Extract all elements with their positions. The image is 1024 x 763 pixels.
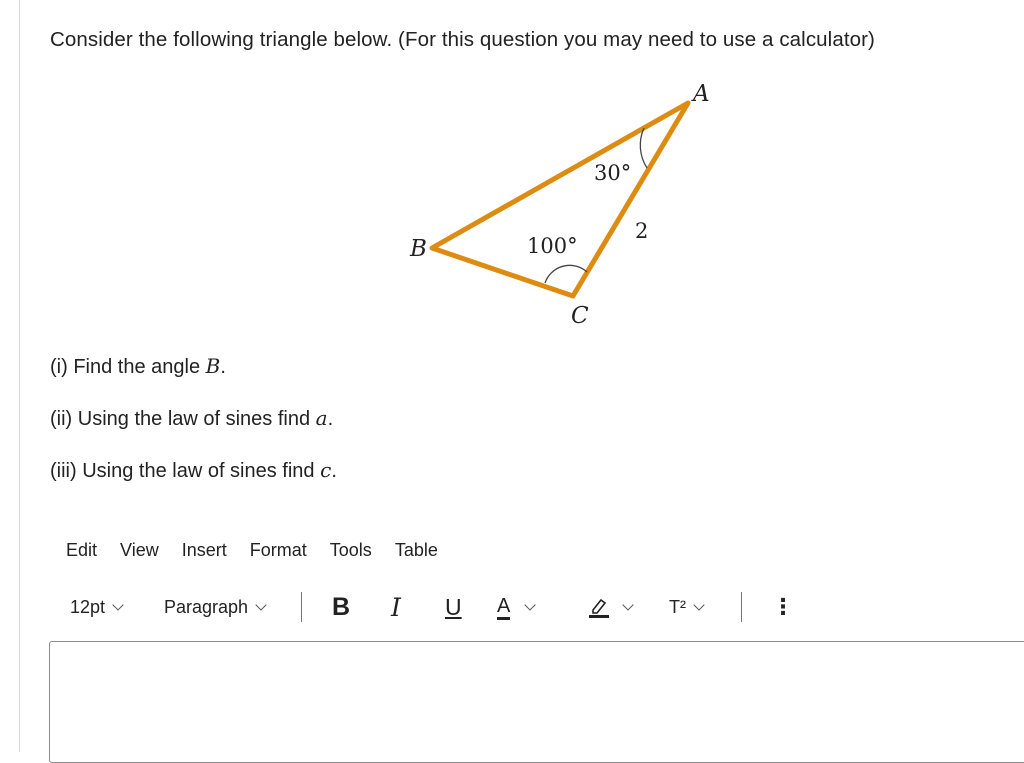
text-color-icon: [497, 595, 510, 620]
part-text: (ii) Using the law of sines find: [50, 408, 316, 430]
vertex-a-label: A: [693, 81, 710, 107]
editor-toolbar: [70, 590, 810, 624]
more-button[interactable]: [772, 590, 794, 624]
highlight-pen-icon: [588, 595, 610, 619]
chevron-down-icon: [255, 599, 266, 610]
editor-menubar: [66, 540, 461, 561]
menu-table[interactable]: Table: [394, 540, 438, 560]
chevron-down-icon: [112, 599, 123, 610]
chevron-down-icon: [693, 599, 704, 610]
part-suffix: .: [220, 356, 226, 378]
block-format-select[interactable]: [164, 590, 265, 624]
menu-insert[interactable]: Insert: [181, 540, 227, 560]
italic-button[interactable]: [391, 590, 401, 624]
chevron-down-icon: [525, 599, 536, 610]
part-variable: c: [320, 458, 332, 482]
superscript-label: T²: [669, 596, 686, 617]
angle-a-arc: [640, 128, 647, 168]
underline-button[interactable]: [445, 590, 462, 624]
toolbar-divider: [741, 592, 742, 622]
menu-view[interactable]: View: [120, 540, 159, 560]
editor-content[interactable]: [50, 642, 1024, 752]
vertex-c-label: C: [571, 303, 589, 329]
part-suffix: .: [331, 460, 337, 482]
menu-edit[interactable]: Edit: [66, 540, 98, 560]
italic-label: I: [391, 592, 401, 622]
part-iii: [50, 458, 337, 483]
part-text: (iii) Using the law of sines find: [50, 460, 321, 482]
font-size-value: 12pt: [70, 596, 106, 617]
menu-format[interactable]: Format: [249, 540, 307, 560]
underline-label: U: [445, 593, 462, 620]
part-variable: a: [315, 406, 328, 430]
text-color-letter: A: [497, 594, 511, 617]
triangle-figure: [380, 72, 730, 332]
part-text: (i) Find the angle: [50, 356, 206, 378]
angle-c-label: 100°: [527, 234, 578, 258]
angle-a-label: 30°: [594, 161, 632, 185]
bold-button[interactable]: [332, 590, 350, 624]
question-text: Consider the following triangle below. (For this question you may need to use a calculator): [50, 28, 875, 51]
menu-tools[interactable]: Tools: [329, 540, 372, 560]
left-border: [19, 0, 20, 752]
part-i: [50, 354, 226, 379]
block-format-value: Paragraph: [164, 596, 249, 617]
answer-editor[interactable]: [49, 641, 1024, 763]
superscript-button[interactable]: [669, 590, 703, 624]
chevron-down-icon: [622, 599, 633, 610]
more-vertical-icon: ⋮: [772, 594, 794, 619]
part-ii: [50, 406, 333, 431]
part-variable: B: [205, 354, 221, 378]
vertex-b-label: B: [410, 236, 427, 262]
part-suffix: .: [327, 408, 334, 430]
text-color-button[interactable]: [497, 590, 534, 624]
bold-label: B: [332, 592, 351, 621]
highlight-button[interactable]: [588, 590, 632, 624]
font-size-select[interactable]: [70, 590, 122, 624]
toolbar-divider: [301, 592, 302, 622]
side-a-label: 2: [635, 219, 649, 243]
